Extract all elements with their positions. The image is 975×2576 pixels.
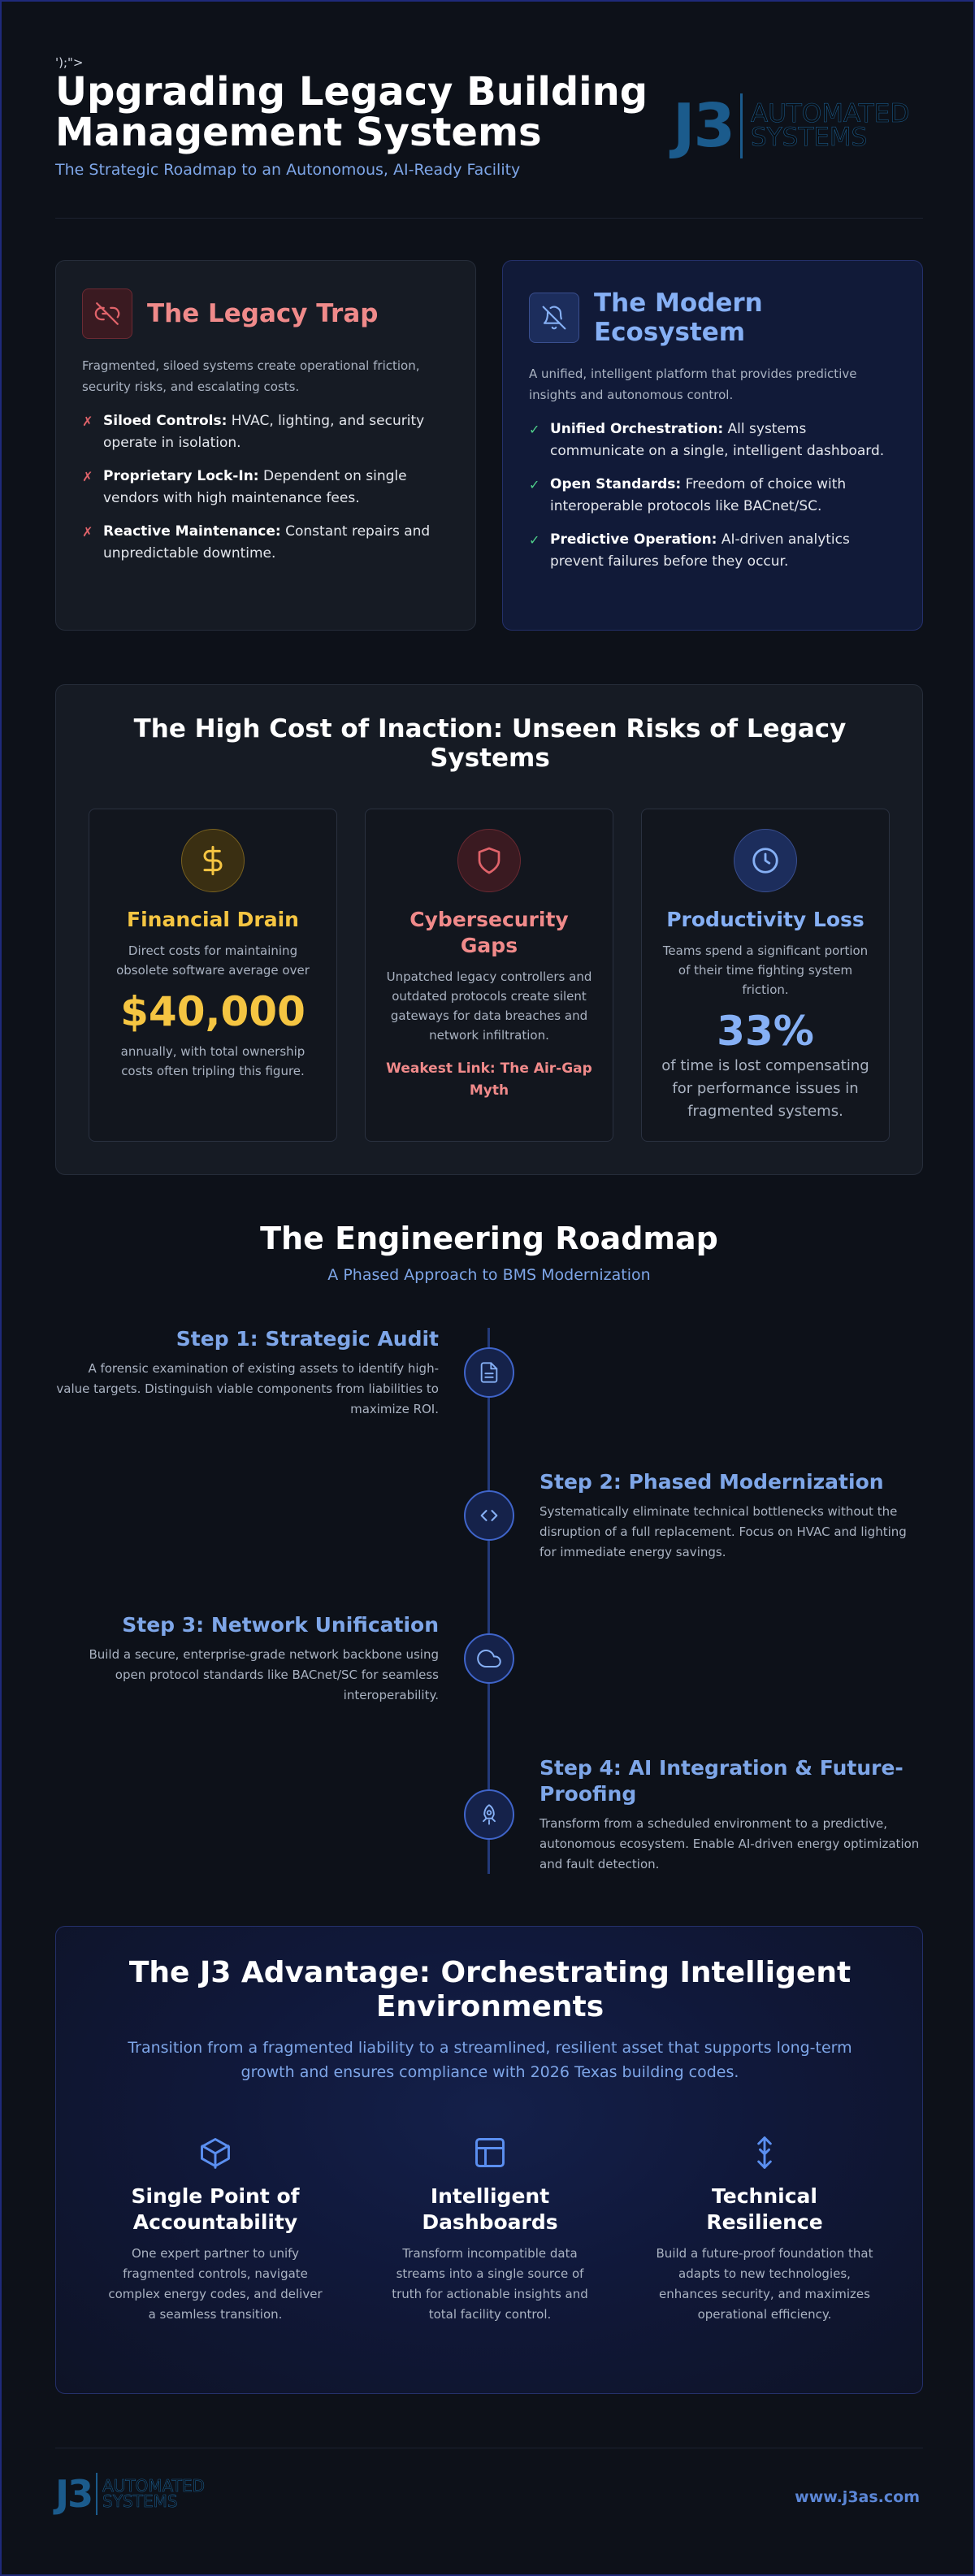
logo-word-systems: SYSTEMS — [751, 123, 868, 152]
modern-description: A unified, intelligent platform that provides predictive insights and autonomous control. — [529, 366, 857, 402]
code-icon — [464, 1490, 514, 1541]
roadmap-step-2 — [540, 1469, 923, 1563]
list-item: ✓ Open Standards: Freedom of choice with interoperable protocols like BACnet/SC. — [529, 474, 896, 518]
check-icon: ✓ — [529, 532, 540, 548]
document-icon — [464, 1347, 514, 1398]
productivity-loss-figure: 33% — [717, 1008, 814, 1055]
step-text: Transform from a scheduled environment to a predictive, autonomous ecosystem. Enable AI-driven energy optimization and fault detection. — [540, 1816, 920, 1871]
list-item: ✗ Proprietary Lock-In: Dependent on single vendors with high maintenance fees. — [82, 466, 449, 510]
broken-link-icon — [82, 288, 132, 339]
feature-single-point — [105, 2133, 326, 2325]
diamond-arrows-icon — [654, 2133, 875, 2172]
roadmap-step-1 — [55, 1326, 439, 1420]
advantage-title: The J3 Advantage: Orchestrating Intelligent Environments — [128, 1956, 852, 2023]
step-text: A forensic examination of existing assets to identify high-value targets. Distinguish viable components from liabilities to maximize ROI. — [56, 1361, 439, 1416]
step-title: Step 1: Strategic Audit — [176, 1327, 439, 1351]
feature-text: Transform incompatible data streams into a single source of truth for actionable insights and total facility control. — [392, 2246, 588, 2322]
legacy-description: Fragmented, siloed systems create operational friction, security risks, and escalating costs. — [82, 358, 420, 394]
financial-drain-card — [89, 809, 337, 1142]
logo-divider — [740, 93, 743, 158]
check-icon: ✓ — [529, 422, 540, 437]
list-item: ✗ Reactive Maintenance: Constant repairs and unpredictable downtime. — [82, 521, 449, 565]
check-icon: ✓ — [529, 477, 540, 492]
bell-off-icon — [529, 293, 579, 343]
website-link[interactable]: www.j3as.com — [795, 2488, 920, 2506]
feature-title: Single Point of Accountability — [131, 2184, 300, 2234]
cross-icon: ✗ — [82, 524, 93, 540]
productivity-loss-note: of time is lost compensating for performance issues in fragmented systems. — [661, 1057, 869, 1120]
list-item: ✗ Siloed Controls: HVAC, lighting, and security operate in isolation. — [82, 410, 449, 454]
step-title: Step 3: Network Unification — [122, 1613, 439, 1637]
roadmap-subtitle: A Phased Approach to BMS Modernization — [327, 1266, 651, 1284]
cube-icon — [105, 2133, 326, 2172]
logo-wordmark — [102, 2478, 205, 2509]
step-title: Step 4: AI Integration & Future-Proofing — [540, 1756, 904, 1806]
feature-title: Intelligent Dashboards — [422, 2184, 558, 2234]
page-title: Upgrading Legacy Building Management Systems — [55, 69, 648, 155]
feature-title: Technical Resilience — [706, 2184, 823, 2234]
logo-mark: J3 — [55, 2472, 93, 2516]
feature-intelligent-dashboards — [379, 2133, 600, 2325]
roadmap-step-4 — [540, 1755, 923, 1875]
logo-wordmark — [751, 98, 910, 152]
feature-technical-resilience — [654, 2133, 875, 2325]
logo-mark: J3 — [673, 91, 734, 161]
step-text: Build a secure, enterprise-grade network backbone using open protocol standards like BACnet/SC for seamless interoperability. — [89, 1647, 439, 1702]
financial-drain-figure: $40,000 — [120, 988, 306, 1035]
list-item: ✓ Predictive Operation: AI-driven analytics prevent failures before they occur. — [529, 529, 896, 573]
cross-icon: ✗ — [82, 469, 93, 484]
clock-icon — [734, 829, 797, 892]
cybersecurity-gaps-card — [365, 809, 613, 1142]
j3-logo — [673, 91, 909, 161]
legacy-title: The Legacy Trap — [147, 299, 379, 328]
feature-text: Build a future-proof foundation that adapts to new technologies, enhances security, and maximizes operational efficiency. — [656, 2246, 873, 2322]
air-gap-myth-callout: Weakest Link: The Air-Gap Myth — [386, 1060, 592, 1099]
cloud-icon — [464, 1633, 514, 1684]
legacy-list — [82, 410, 449, 565]
productivity-loss-card — [641, 809, 890, 1142]
advantage-subtitle: Transition from a fragmented liability to a streamlined, resilient asset that supports long-term growth and ensures compliance with 2026 Texas building codes. — [128, 2039, 852, 2081]
footer-logo — [55, 2472, 205, 2516]
roadmap-title: The Engineering Roadmap — [260, 1221, 718, 1256]
logo-word-automated: AUTOMATED — [751, 98, 910, 128]
cross-icon: ✗ — [82, 414, 93, 429]
financial-drain-note: annually, with total ownership costs often tripling this figure. — [120, 1044, 306, 1078]
modern-list — [529, 418, 896, 573]
cybersecurity-gaps-text: Unpatched legacy controllers and outdated protocols create silent gateways for data breaches and network infiltration. — [386, 969, 592, 1043]
shield-icon — [457, 829, 521, 892]
stray-markup-text: ');"> — [55, 55, 84, 70]
step-text: Systematically eliminate technical bottlenecks without the disruption of a full replacement. Focus on HVAC and lighting for immediate energy savings. — [540, 1504, 907, 1559]
page-subtitle: The Strategic Roadmap to an Autonomous, AI-Ready Facility — [55, 161, 521, 179]
legacy-trap-card — [55, 260, 476, 631]
header-divider — [55, 218, 923, 219]
productivity-loss-title: Productivity Loss — [666, 908, 864, 931]
financial-drain-text: Direct costs for maintaining obsolete software average over — [116, 943, 310, 978]
logo-word-automated: AUTOMATED — [102, 2476, 206, 2496]
step-title: Step 2: Phased Modernization — [540, 1470, 884, 1494]
dollar-icon — [181, 829, 245, 892]
list-item: ✓ Unified Orchestration: All systems communicate on a single, intelligent dashboard. — [529, 418, 896, 462]
dashboard-layout-icon — [379, 2133, 600, 2172]
cybersecurity-gaps-title: Cybersecurity Gaps — [410, 908, 569, 957]
productivity-loss-text: Teams spend a significant portion of their time fighting system friction. — [662, 943, 869, 997]
rocket-icon — [464, 1789, 514, 1840]
logo-divider — [96, 2473, 98, 2515]
logo-word-systems: SYSTEMS — [102, 2491, 178, 2511]
cost-of-inaction-panel — [55, 684, 923, 1175]
roadmap-step-3 — [55, 1612, 439, 1706]
feature-text: One expert partner to unify fragmented controls, navigate complex energy codes, and deliver a seamless transition. — [108, 2246, 323, 2322]
j3-advantage-panel — [55, 1926, 923, 2394]
modern-ecosystem-card — [502, 260, 923, 631]
risks-title: The High Cost of Inaction: Unseen Risks of Legacy Systems — [133, 714, 847, 773]
modern-title: The Modern Ecosystem — [594, 288, 763, 347]
financial-drain-title: Financial Drain — [127, 908, 299, 931]
